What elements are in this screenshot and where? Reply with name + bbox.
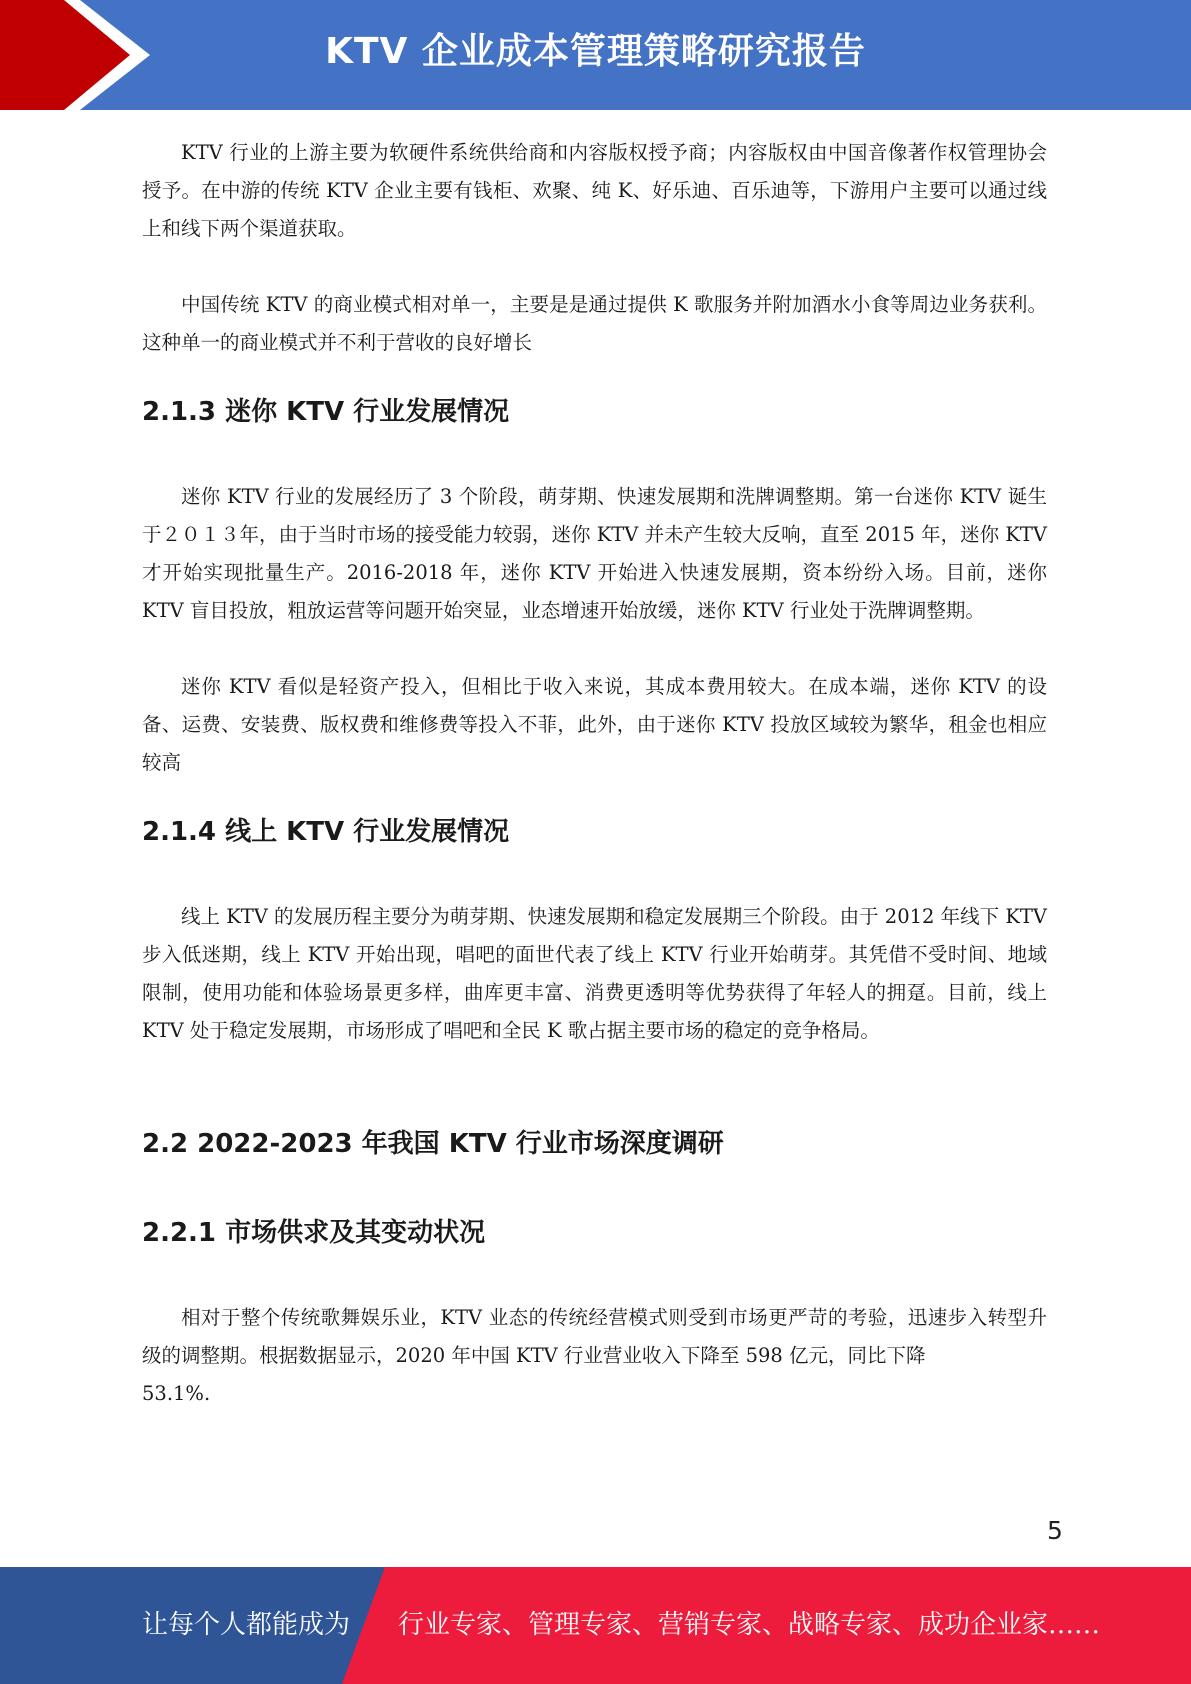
- page-footer: [0, 1567, 1191, 1684]
- report-title: KTV 企业成本管理策略研究报告: [325, 31, 866, 72]
- section-heading-2-1-4: 2.1.4 线上 KTV 行业发展情况: [142, 817, 510, 847]
- document-body: [142, 134, 1047, 1413]
- section-heading-2-2-1: 2.2.1 市场供求及其变动状况: [142, 1218, 486, 1248]
- paragraph-online-ktv: 线上 KTV 的发展历程主要分为萌芽期、快速发展期和稳定发展期三个阶段。由于 2012 年线下 KTV 步入低迷期，线上 KTV 开始出现，唱吧的面世代表了线上 KTV 行业开始萌芽。其凭借不受时间、地域限制，使用功能和体验场景更多样，曲库更丰富、消费更透明等优势获得了年轻人的拥趸。目前，线上 KTV 处于稳定发展期，市场形成了唱吧和全民 K 歌占据主要市场的稳定的竞争格局。: [142, 905, 1047, 1042]
- footer-slogan-left: 让每个人都能成为: [142, 1610, 351, 1640]
- paragraph-mini-ktv-costs: 迷你 KTV 看似是轻资产投入，但相比于收入来说，其成本费用较大。在成本端，迷你 KTV 的设备、运费、安装费、版权费和维修费等投入不菲，此外，由于迷你 KTV 投放区域较为繁华，租金也相应较高: [142, 675, 1047, 774]
- section-heading-2-2: 2.2 2022-2023 年我国 KTV 行业市场深度调研: [142, 1129, 724, 1159]
- page-header: [0, 0, 1191, 110]
- paragraph-industry-chain: KTV 行业的上游主要为软硬件系统供给商和内容版权授予商；内容版权由中国音像著作权管理协会授予。在中游的传统 KTV 企业主要有钱柜、欢聚、纯 K、好乐迪、百乐迪等，下游用户主要可以通过线上和线下两个渠道获取。: [142, 141, 1047, 240]
- paragraph-mini-ktv-stages: 迷你 KTV 行业的发展经历了 3 个阶段，萌芽期、快速发展期和洗牌调整期。第一台迷你 KTV 诞生于２０１３年，由于当时市场的接受能力较弱，迷你 KTV 并未产生较大反响，直至 2015 年，迷你 KTV 才开始实现批量生产。2016-2018 年，迷你 KTV 开始进入快速发展期，资本纷纷入场。目前，迷你 KTV 盲目投放，粗放运营等问题开始突显，业态增速开始放缓，迷你 KTV 行业处于洗牌调整期。: [142, 485, 1047, 622]
- section-heading-2-1-3: 2.1.3 迷你 KTV 行业发展情况: [142, 397, 510, 427]
- footer-slogan-right: 行业专家、管理专家、营销专家、战略专家、成功企业家……: [398, 1610, 1101, 1640]
- paragraph-market-supply-demand: 相对于整个传统歌舞娱乐业，KTV 业态的传统经营模式则受到市场更严苛的考验，迅速步入转型升级的调整期。根据数据显示，2020 年中国 KTV 行业营业收入下降至 598 亿元，同比下降: [142, 1306, 1047, 1367]
- paragraph-market-supply-demand-tail: 53.1%.: [142, 1382, 211, 1405]
- page-number: 5: [1047, 1516, 1063, 1545]
- paragraph-business-model: 中国传统 KTV 的商业模式相对单一，主要是是通过提供 K 歌服务并附加酒水小食等周边业务获利。这种单一的商业模式并不利于营收的良好增长: [142, 293, 1047, 354]
